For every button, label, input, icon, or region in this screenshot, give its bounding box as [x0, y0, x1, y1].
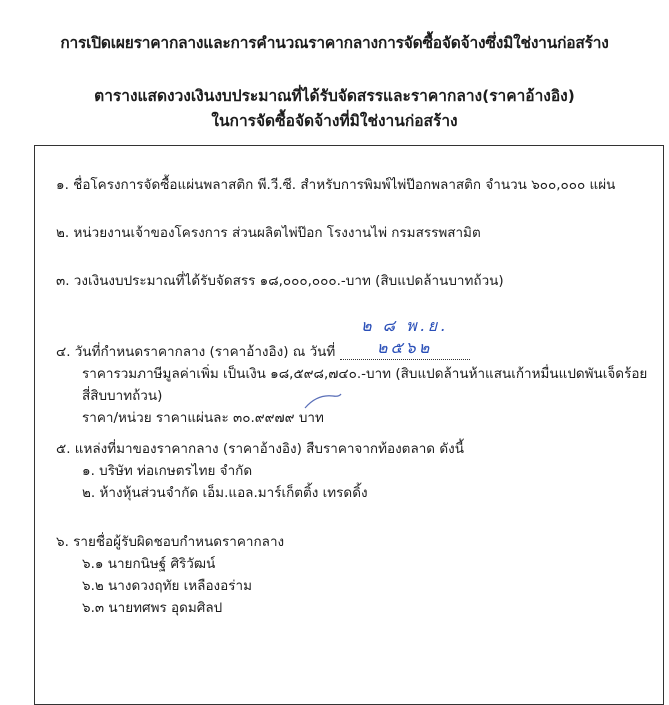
item-1-project-name: ๑. ชื่อโครงการจัดซื้อแผ่นพลาสติก พี.วี.ซี. สำหรับการพิมพ์ไพ่ป๊อกพลาสติก จำนวน ๖๐๐,๐๐๐ แผ่น — [56, 177, 616, 193]
item-6-heading: ๖. รายชื่อผู้รับผิดชอบกำหนดราคากลาง — [56, 534, 285, 550]
item-6-person-1: ๖.๑ นายกนิษฐ์ ศิริวัฒน์ — [82, 556, 216, 572]
item-6-responsible-persons — [56, 531, 656, 619]
item-5-source-1: ๑. บริษัท ท่อเกษตรไทย จำกัด — [82, 463, 253, 479]
item-4-reference-price — [56, 318, 656, 429]
handwritten-date: ๒ ๘ พ.ย. ๒๕๖๒ — [340, 315, 470, 360]
handwritten-mark-icon — [303, 390, 343, 412]
item-4-total-price: ราคารวมภาษีมูลค่าเพิ่ม เป็นเงิน ๑๘,๕๙๘,๗๔๐.-บาท (สิบแปดล้านห้าแสนเก้าหมื่นแปดพันเจ็ดร้อย — [82, 366, 648, 382]
item-6-person-2: ๖.๒ นางดวงฤทัย เหลืองอร่าม — [82, 578, 252, 594]
item-6-person-3: ๖.๓ นายทศพร อุดมศิลป — [82, 600, 223, 616]
item-4-total-price-cont: สี่สิบบาทถ้วน) — [82, 388, 163, 404]
table-heading-line2: ในการจัดซื้อจัดจ้างที่มิใช่งานก่อสร้าง — [211, 112, 458, 130]
table-heading-line1: ตารางแสดงวงเงินงบประมาณที่ได้รับจัดสรรและราคากลาง(ราคาอ้างอิง) — [94, 87, 575, 105]
item-5-heading: ๕. แหล่งที่มาของราคากลาง (ราคาอ้างอิง) สืบราคาจากท้องตลาด ดังนี้ — [56, 441, 464, 457]
item-3-budget: ๓. วงเงินงบประมาณที่ได้รับจัดสรร ๑๘,๐๐๐,๐๐๐.-บาท (สิบแปดล้านบาทถ้วน) — [56, 273, 504, 289]
item-4-date-line — [56, 318, 656, 363]
item-5-price-sources — [56, 438, 656, 504]
item-5-source-2: ๒. ห้างหุ้นส่วนจำกัด เอ็ม.แอล.มาร์เก็ตติ้ง เทรดดิ้ง — [82, 485, 368, 501]
item-4-unit-price: ราคา/หน่วย ราคาแผ่นละ ๓๐.๙๙๗๙ บาท — [82, 410, 324, 426]
item-2-owner-agency: ๒. หน่วยงานเจ้าของโครงการ ส่วนผลิตไพ่ป๊อก โรงงานไพ่ กรมสรรพสามิต — [56, 225, 481, 241]
item-4-label: ๔. วันที่กำหนดราคากลาง (ราคาอ้างอิง) ณ วันที่ — [56, 344, 336, 360]
page-title: การเปิดเผยราคากลางและการคำนวณราคากลางการจัดซื้อจัดจ้างซึ่งมิใช่งานก่อสร้าง — [60, 34, 609, 52]
table-heading — [0, 84, 669, 134]
